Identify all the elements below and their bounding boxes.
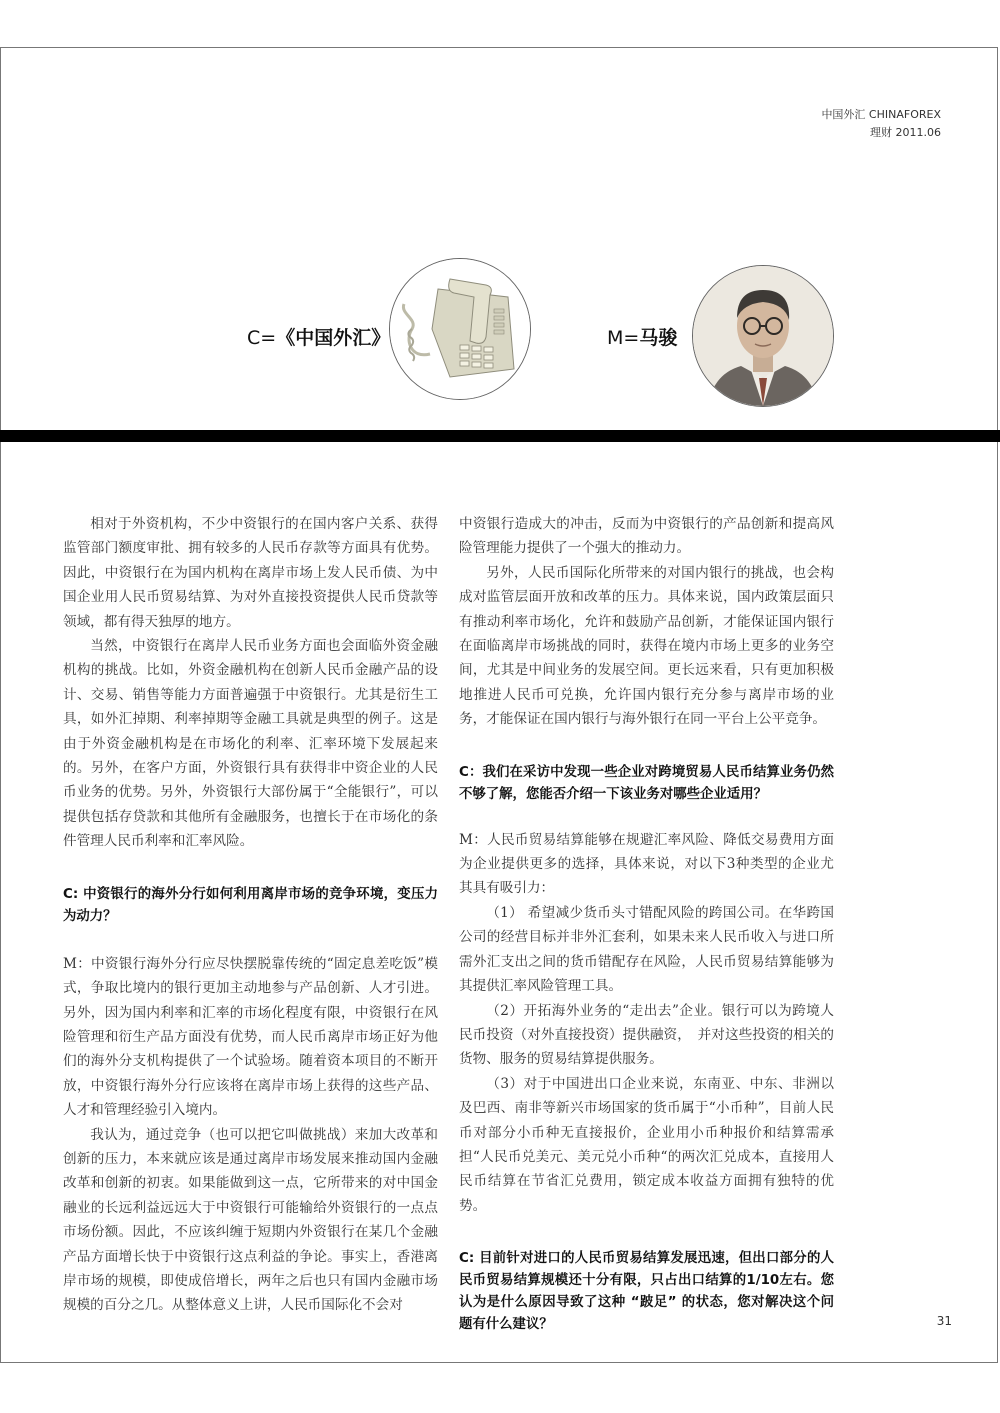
- section-divider: [0, 430, 1000, 442]
- question-heading: C：我们在采访中发现一些企业对跨境贸易人民币结算业务仍然不够了解，您能否介绍一下该业务对哪些企业适用？: [459, 764, 834, 802]
- question-heading: C: 目前针对进口的人民币贸易结算发展迅速，但出口部分的人民币贸易结算规模还十分有限，只占出口结算的1/10左右。您认为是什么原因导致了这种 “跛足” 的状态，您对解决这个问题有什么建议？: [459, 1251, 834, 1333]
- interviewer-name: 《中国外汇》: [276, 327, 391, 349]
- paragraph: 中资银行造成大的冲击，反而为中资银行的产品创新和提高风险管理能力提供了一个强大的推动力。: [459, 516, 834, 557]
- issue-info: 理财 2011.06: [870, 126, 941, 139]
- answer-paragraph: M：中资银行海外分行应尽快摆脱靠传统的“固定息差吃饭”模式，争取比境内的银行更加主动地参与产品创新、人才引进。另外，因为国内利率和汇率的市场化程度有限，中资银行在风险管理和衍生产品方面没有优势，而人民币离岸市场正好为他们的海外分支机构提供了一个试验场。随着资本项目的不断开放，中资银行海外分行应该将在离岸市场上获得的这些产品、人才和管理经验引入境内。: [63, 955, 438, 1119]
- interviewee-name: 马骏: [639, 327, 678, 349]
- telephone-icon: [390, 259, 530, 399]
- answer-paragraph: M：人民币贸易结算能够在规避汇率风险、降低交易费用方面为企业提供更多的选择，具体来说，对以下3种类型的企业尤其具有吸引力：: [459, 831, 834, 897]
- interviewee-label: [607, 323, 677, 350]
- paragraph: （3）对于中国进出口企业来说，东南亚、中东、非洲以及巴西、南非等新兴市场国家的货币属于“小币种”，目前人民币对部分小币种无直接报价，企业用小币种报价和结算需承担“人民币兑美元、美元兑小币种“的两次汇兑成本，直接用人民币结算在节省汇兑费用，锁定成本收益方面拥有独特的优势。: [459, 1075, 834, 1214]
- paragraph: （2）开拓海外业务的“走出去”企业。银行可以为跨境人民币投资（对外直接投资）提供融资， 并对这些投资的相关的货物、服务的贸易结算提供服务。: [459, 1002, 834, 1068]
- paragraph: 另外，人民币国际化所带来的对国内银行的挑战，也会构成对监管层面开放和改革的压力。具体来说，国内政策层面只有推动利率市场化，允许和鼓励产品创新，才能保证国内银行在面临离岸市场挑战的同时，获得在境内市场上更多的业务空间，尤其是中间业务的发展空间。更长远来看，只有更加积极地推进人民币可兑换，允许国内银行充分参与离岸市场的业务，才能保证在国内银行与海外银行在同一平台上公平竞争。: [459, 564, 834, 728]
- telephone-illustration: [389, 258, 531, 400]
- paragraph: （1） 希望减少货币头寸错配风险的跨国公司。在华跨国公司的经营目标并非外汇套利，如果未来人民币收入与进口所需外汇支出之间的货币错配存在风险，人民币贸易结算能够为其提供汇率风险管理工具。: [459, 904, 834, 995]
- magazine-header: [821, 106, 941, 142]
- magazine-title: 中国外汇 CHINAFOREX: [821, 108, 941, 121]
- person-icon: [693, 266, 833, 406]
- left-column: [63, 512, 438, 1318]
- paragraph: 相对于外资机构，不少中资银行的在国内客户关系、获得监管部门额度审批、拥有较多的人民币存款等方面具有优势。因此，中资银行在为国内机构在离岸市场上发人民币债、为中国企业用人民币贸易结算、为对外直接投资提供人民币贷款等领域，都有得天独厚的地方。: [63, 516, 438, 630]
- question-heading: C: 中资银行的海外分行如何利用离岸市场的竞争环境，变压力为动力？: [63, 886, 438, 924]
- page-number: 31: [936, 1314, 952, 1328]
- interviewer-prefix: C=: [247, 327, 277, 349]
- interviewee-prefix: M=: [607, 327, 640, 349]
- portrait-photo: [692, 265, 834, 407]
- interviewer-label: [247, 323, 390, 350]
- right-column: [459, 512, 834, 1336]
- paragraph: 我认为，通过竞争（也可以把它叫做挑战）来加大改革和创新的压力，本来就应该是通过离岸市场发展来推动国内金融改革和创新的初衷。如果能做到这一点，它所带来的对中国金融业的长远利益远远大于中资银行可能输给外资银行的一点点市场份额。因此，不应该纠缠于短期内外资银行在某几个金融产品方面增长快于中资银行这点利益的争论。事实上，香港离岸市场的规模，即使成倍增长，两年之后也只有国内金融市场规模的百分之几。从整体意义上讲，人民币国际化不会对: [63, 1126, 438, 1314]
- paragraph: 当然，中资银行在离岸人民币业务方面也会面临外资金融机构的挑战。比如，外资金融机构在创新人民币金融产品的设计、交易、销售等能力方面普遍强于中资银行。尤其是衍生工具，如外汇掉期、利率掉期等金融工具就是典型的例子。这是由于外资金融机构是在市场化的利率、汇率环境下发展起来的。另外，在客户方面，外资银行具有获得非中资企业的人民币业务的优势。另外，外资银行大部份属于“全能银行”，可以提供包括存贷款和其他所有金融服务，也擅长于在市场化的条件管理人民币利率和汇率风险。: [63, 638, 438, 850]
